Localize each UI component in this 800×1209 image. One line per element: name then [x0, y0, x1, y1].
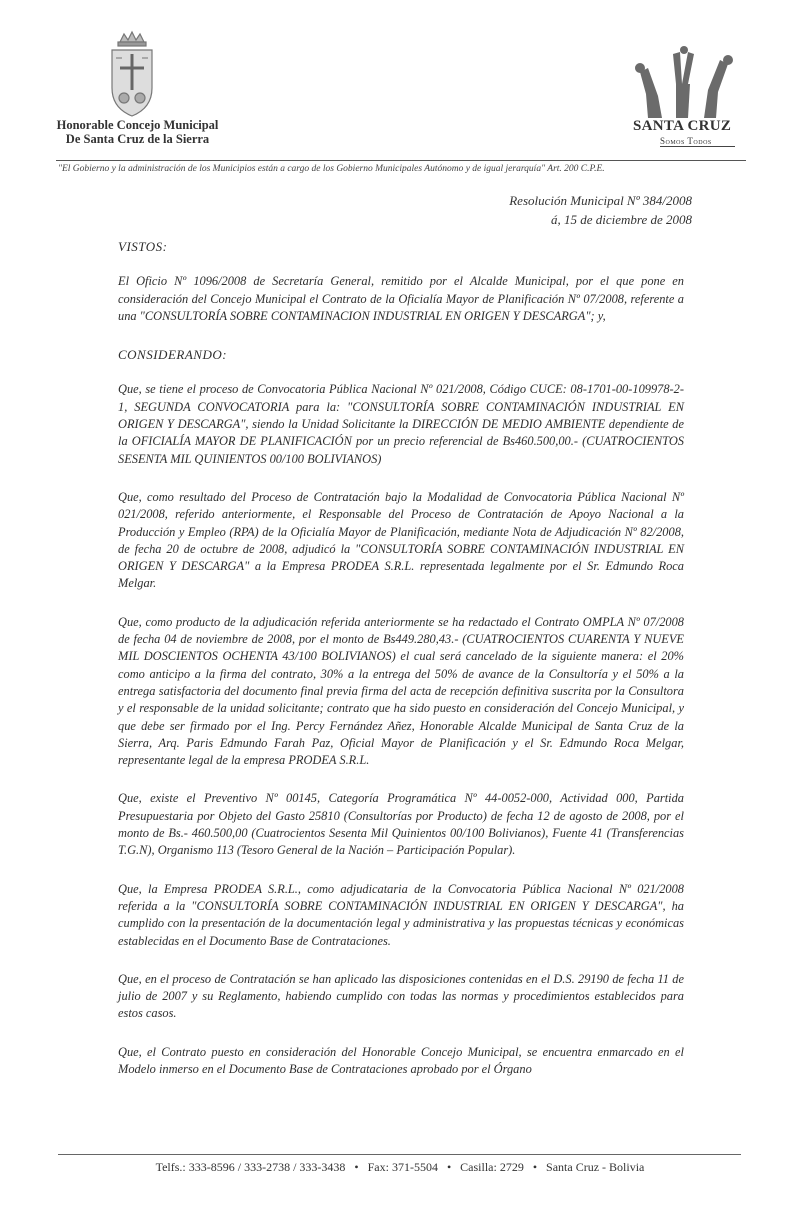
brand-divider: [660, 146, 735, 147]
considerando-paragraph: Que, como resultado del Proceso de Contratación bajo la Modalidad de Convocatoria Pública Nacional Nº 021/2008, referido anteriormente, el Responsable del Proceso de Contratación de Apoyo Nacional a la Producción y Empleo (RPA) de la Oficialía Mayor de Planificación, mediante Nota de Adjudicación Nº 82/2008, de fecha 20 de octubre de 2008, adjudicó la "CONSULTORÍA SOBRE CONTAMINACIÓN INDUSTRIAL EN ORIGEN Y DESCARGA" a la Empresa PRODEA S.R.L. representada legalmente por el Sr. Edmundo Roca Melgar.: [118, 489, 684, 591]
considerando-heading: CONSIDERANDO:: [118, 347, 228, 363]
footer-separator: •: [532, 1160, 538, 1174]
considerando-paragraph: Que, existe el Preventivo Nº 00145, Categoría Programática Nº 44-0052-000, Actividad 000, Partida Presupuestaria por Objeto del Gasto 25810 (Consultorías por Producto) de fecha 12 de agosto de 2008, por el monto de Bs.- 460.500,00 (Cuatrocientos Sesenta Mil Quinientos 00/100 Bolivianos), Fuente 41 (Transferencias T.G.N), Organismo 113 (Tesoro General de la Nación – Participación Popular).: [118, 791, 684, 858]
footer-city: Santa Cruz - Bolivia: [546, 1160, 645, 1174]
brand-tagline: Somos Todos: [660, 136, 712, 146]
vistos-heading: VISTOS:: [118, 239, 168, 254]
considerando-paragraph: Que, la Empresa PRODEA S.R.L., como adjudicataria de la Convocatoria Pública Nacional Nº 021/2008 referida a la "CONSULTORÍA SOBRE CONTAMINACIÓN INDUSTRIAL EN ORIGEN Y DESCARGA", ha cumplido con la presentación de la documentación legal y administrativa y las propuestas técnicas y económicas establecidas en el Documento Base de Contrataciones.: [118, 881, 684, 948]
resolution-date: á, 15 de diciembre de 2008: [550, 212, 692, 227]
resolution-title: Resolución Municipal Nº 384/2008: [509, 193, 692, 208]
brand-name: SANTA CRUZ: [633, 118, 732, 134]
document-body: [118, 238, 684, 1078]
footer-separator: •: [354, 1160, 359, 1174]
council-name: [40, 118, 235, 146]
considerando-paragraph: Que, en el proceso de Contratación se han aplicado las disposiciones contenidas en el D.S. 29190 de fecha 11 de julio de 2007 y su Reglamento, habiendo cumplido con todas las normas y procedimientos establecidos para estos casos.: [118, 971, 684, 1021]
footer-contact: [0, 1160, 800, 1175]
footer-fax: Fax: 371-5504: [367, 1160, 438, 1174]
footer-separator: •: [446, 1160, 452, 1174]
considerando-paragraph: Que, se tiene el proceso de Convocatoria Pública Nacional Nº 021/2008, Código CUCE: 08-1701-00-109978-2-1, SEGUNDA CONVOCATORIA para la: "CONSULTORÍA SOBRE CONTAMINACIÓN INDUSTRIAL EN ORIGEN Y DESCARGA", siendo la Unidad Solicitante la DIRECCIÓN DE MEDIO AMBIENTE dependiente de la OFICIALÍA MAYOR DE PLANIFICACIÓN por un precio referencial de Bs460.500,00.- (CUATROCIENTOS SESENTA MIL QUINIENTOS 00/100 BOLIVIANOS): [118, 382, 684, 466]
footer-phones: Telfs.: 333-8596 / 333-2738 / 333-3438: [155, 1160, 346, 1174]
considerando-paragraph: Que, como producto de la adjudicación referida anteriormente se ha redactado el Contrato OMPLA Nº 07/2008 de fecha 04 de noviembre de 2008, por el monto de Bs449.280,43.- (CUATROCIENTOS CUARENTA Y NUEVE MIL DOSCIENTOS OCHENTA 43/100 BOLIVIANOS) el cual será cancelado de la siguiente manera: el 20% como anticipo a la firma del contrato, 30% a la entrega del 50% de avance de la Consultoría y el 50% a la entrega satisfactoria del documento final previa firma del acta de recepción definitiva suscrita por la Consultora y el responsable de la unidad solicitante; contrato que ha sido puesto en consideración del Concejo Municipal, y que debe ser firmado por el Ing. Percy Fernández Añez, Honorable Alcalde Municipal de Santa Cruz de la Sierra, Arq. Paris Edmundo Farah Paz, Oficial Mayor de Planificación y el Sr. Edmundo Roca Melgar, representante legal de la empresa PRODEA S.R.L.: [118, 614, 684, 768]
footer-casilla: Casilla: 2729: [460, 1160, 524, 1174]
municipal-crest-icon: [106, 28, 158, 120]
footer-divider: [58, 1154, 741, 1155]
constitution-quote: "El Gobierno y la administración de los Municipios están a cargo de los Gobierno Municipales Autónomo y de igual jerarquía" Art. 200 C.P.E.: [58, 164, 605, 174]
vistos-paragraph: El Oficio Nº 1096/2008 de Secretaría General, remitido por el Alcalde Municipal, por el que pone en consideración del Concejo Municipal el Contrato de la Oficialía Mayor de Planificación Nº 07/2008, referente a una "CONSULTORÍA SOBRE CONTAMINACION INDUSTRIAL EN ORIGEN Y DESCARGA"; y,: [118, 274, 684, 323]
header-divider: [56, 160, 746, 161]
council-line-1: Honorable Concejo Municipal: [56, 118, 219, 132]
council-line-2: De Santa Cruz de la Sierra: [65, 132, 210, 146]
considerando-paragraph: Que, el Contrato puesto en consideración del Honorable Concejo Municipal, se encuentra enmarcado en el Modelo inmerso en el Documento Base de Contrataciones aprobado por el Órgano: [118, 1044, 684, 1076]
